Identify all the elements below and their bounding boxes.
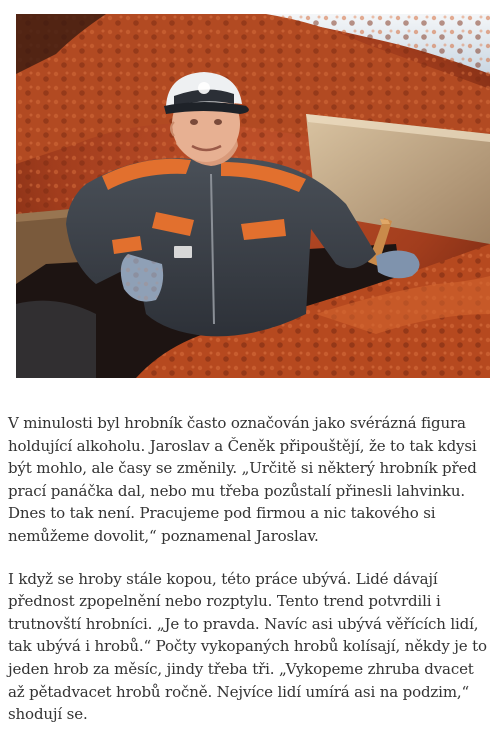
article-paragraph-2: I když se hroby stále kopou, této práce ubývá. Lidé dávají přednost zpopelnění nebo rozptylu. Tento trend potvrdili i trutnovští hrobníci. „Je to pravda. Navíc asi ubývá věřících lidí, tak ubývá i hrobů.“ Počty vykopaných hrobů kolísají, někdy je to jeden hrob za měsíc, jindy třeba tři. „Vykopeme zhruba dvacet až pětadvacet hrobů ročně. Nejvíce lidí umírá asi na podzim,“ shodují se.	[8, 569, 487, 724]
article-photo	[16, 14, 490, 378]
article-paragraph-1: V minulosti byl hrobník často označován jako svérázná figura holdující alkoholu. Jaroslav a Čeněk připouštějí, že to tak kdysi být mohlo, ale časy se změnily. „Určitě si některý hrobník před prací panáčka dal, nebo mu třeba pozůstalí přinesli lahvinku. Dnes to tak není. Pracujeme pod firmou a nic takového si nemůžeme dovolit,“ poznamenal Jaroslav.	[8, 414, 477, 545]
article-body	[8, 412, 488, 746]
